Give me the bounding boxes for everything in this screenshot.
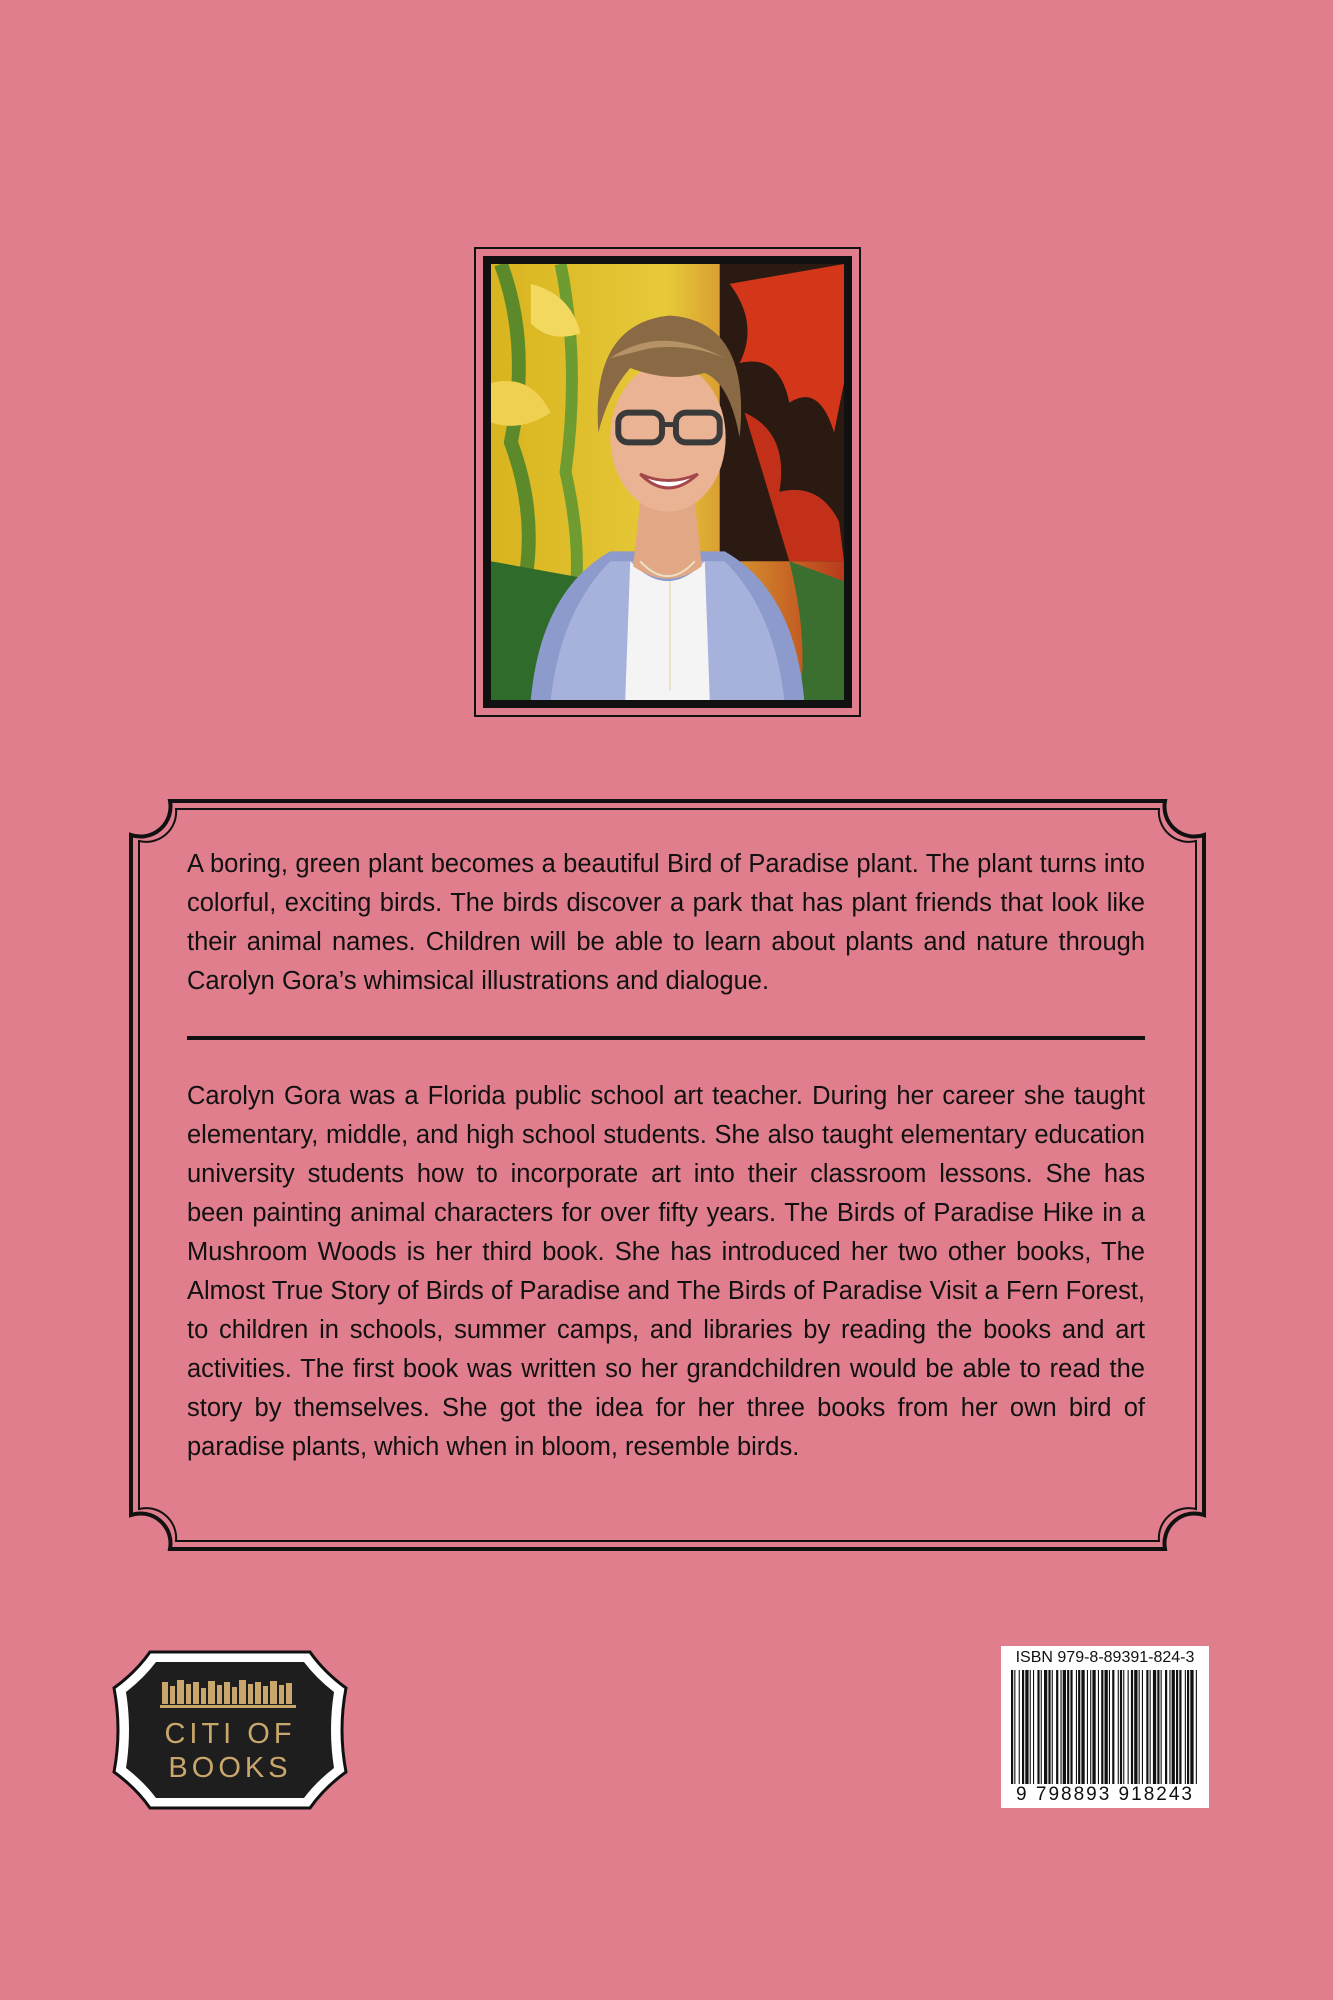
- barcode-bar: [1157, 1670, 1159, 1784]
- description-panel: [125, 795, 1210, 1555]
- barcode-bar: [1037, 1670, 1039, 1784]
- barcode-bar: [1048, 1670, 1050, 1784]
- barcode-bar: [1067, 1670, 1069, 1784]
- barcode-bar: [1190, 1670, 1193, 1784]
- barcode-digits: 9 798893 918243: [1016, 1784, 1194, 1805]
- barcode-bar: [1076, 1670, 1077, 1784]
- barcode-bar: [1087, 1670, 1088, 1784]
- barcode-bars: [1009, 1670, 1201, 1784]
- barcode-bar: [1172, 1670, 1175, 1784]
- barcode-bar: [1041, 1670, 1042, 1784]
- barcode-bar: [1169, 1670, 1170, 1784]
- book-blurb: A boring, green plant becomes a beautiful Bird of Paradise plant. The plant turns into colorful, exciting birds. The birds discover a park that has plant friends that look like their animal names. Children will be able to learn about plants and nature through Carolyn Gora’s whimsical illustrations and dialogue.: [187, 850, 1145, 995]
- barcode-bar: [1025, 1670, 1028, 1784]
- barcode-bar: [1033, 1670, 1034, 1784]
- barcode-bar: [1078, 1670, 1080, 1784]
- barcode-bar: [1131, 1670, 1133, 1784]
- barcode-bar: [1146, 1670, 1148, 1784]
- barcode-bar: [1185, 1670, 1186, 1784]
- barcode-bar: [1044, 1670, 1047, 1784]
- barcode-bar: [1061, 1670, 1062, 1784]
- barcode-bar: [1187, 1670, 1189, 1784]
- barcode-bar: [1011, 1670, 1013, 1784]
- barcode-bar: [1153, 1670, 1156, 1784]
- barcode-bar: [1134, 1670, 1137, 1784]
- barcode-bar: [1022, 1670, 1024, 1784]
- barcode-bar: [1179, 1670, 1181, 1784]
- barcode-bar: [1142, 1670, 1143, 1784]
- barcode-bar: [1176, 1670, 1178, 1784]
- barcode-bar: [1165, 1670, 1167, 1784]
- barcode-bar: [1019, 1670, 1020, 1784]
- author-photo-frame: [474, 247, 861, 717]
- barcode-bar: [1101, 1670, 1103, 1784]
- barcode-bar: [1196, 1670, 1197, 1784]
- barcode-bar: [1128, 1670, 1129, 1784]
- author-bio: Carolyn Gora was a Florida public school art teacher. During her career she taught elementary, middle, and high school students. She also taught elementary education university students how to incorporate art into their classroom lessons. She has been painting animal characters for over fifty years. The Birds of Paradise Hike in a Mushroom Woods is her third book. She has introduced her two other books, The Almost True Story of Birds of Paradise and The Birds of Paradise Visit a Fern Forest, to children in schools, summer camps, and libraries by reading the books and art activities. The first book was written so her grandchildren would be able to read the story by themselves. She got the idea for her three books from her own bird of paradise plants, which when in bloom, resemble birds.: [187, 1082, 1145, 1461]
- barcode-bar: [1090, 1670, 1091, 1784]
- barcode-bar: [1120, 1670, 1122, 1784]
- barcode-bar: [1112, 1670, 1114, 1784]
- barcode-bar: [1030, 1670, 1031, 1784]
- barcode-bar: [1105, 1670, 1108, 1784]
- author-photo: [483, 256, 852, 708]
- barcode-bar: [1092, 1670, 1095, 1784]
- barcode-bar: [1118, 1670, 1119, 1784]
- isbn-barcode: [1001, 1646, 1209, 1808]
- barcode-bar: [1070, 1670, 1072, 1784]
- barcode-bar: [1052, 1670, 1053, 1784]
- publisher-logo: [110, 1648, 350, 1812]
- barcode-bar: [1063, 1670, 1066, 1784]
- bookshelf-icon: [160, 1680, 296, 1708]
- barcode-bar: [1109, 1670, 1110, 1784]
- logo-text-line2: BOOKS: [168, 1752, 292, 1784]
- barcode-bar: [1123, 1670, 1124, 1784]
- barcode-bar: [1056, 1670, 1058, 1784]
- section-divider: [187, 1036, 1145, 1040]
- logo-text-line1: CITI OF: [164, 1718, 296, 1750]
- barcode-bar: [1150, 1670, 1151, 1784]
- barcode-bar: [1161, 1670, 1162, 1784]
- author-portrait-photo: [491, 264, 844, 700]
- isbn-label: ISBN 979-8-89391-824-3: [1015, 1649, 1195, 1666]
- barcode-bar: [1014, 1670, 1015, 1784]
- barcode-bar: [1098, 1670, 1099, 1784]
- barcode-bar: [1081, 1670, 1084, 1784]
- barcode-bar: [1139, 1670, 1140, 1784]
